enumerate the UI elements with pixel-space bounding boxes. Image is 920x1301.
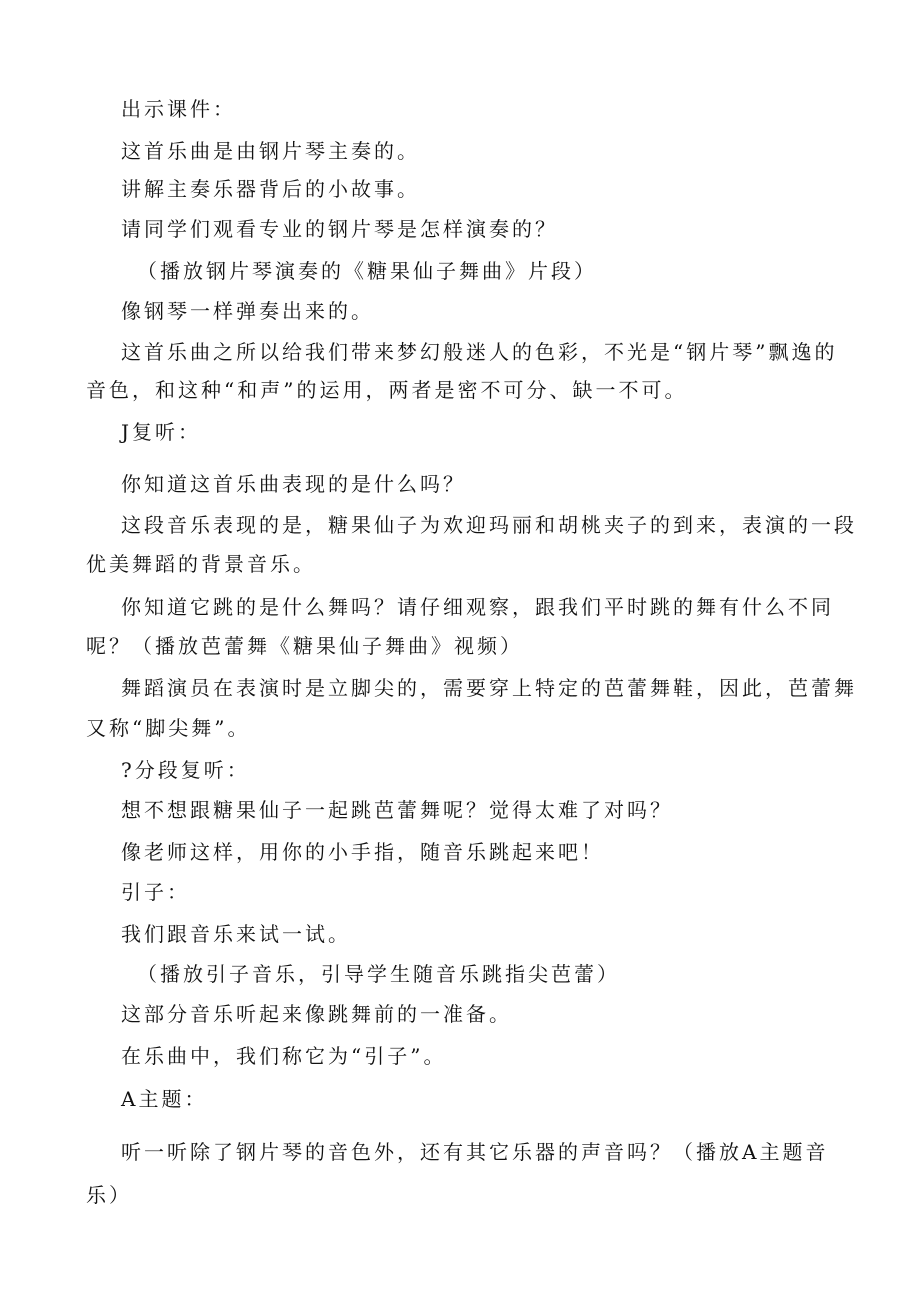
text-line-19: 像老师这样，用你的小手指，随音乐跳起来吧！ (121, 840, 604, 864)
text-line-6: 像钢琴一样弹奏出来的。 (121, 299, 374, 323)
text-line-15: 舞蹈演员在表演时是立脚尖的，需要穿上特定的芭蕾舞鞋，因此，芭蕾舞 (121, 676, 857, 700)
text-line-13: 你知道它跳的是什么舞吗？请仔细观察，跟我们平时跳的舞有什么不同 (121, 595, 834, 619)
text-line-25: A主题： (121, 1087, 208, 1111)
text-line-1: 出示课件： (121, 97, 236, 121)
text-line-22: （播放引子音乐，引导学生随音乐跳指尖芭蕾） (137, 962, 620, 986)
text-line-2: 这首乐曲是由钢片琴主奏的。 (121, 139, 420, 163)
text-line-3: 讲解主奏乐器背后的小故事。 (121, 177, 420, 201)
text-line-24: 在乐曲中，我们称它为“引子”。 (121, 1044, 447, 1068)
text-line-9: J复听： (121, 420, 202, 444)
text-line-26: 听一听除了钢片琴的音色外，还有其它乐器的声音吗？（播放A主题音 (121, 1140, 829, 1164)
text-line-21: 我们跟音乐来试一试。 (121, 922, 351, 946)
text-line-11: 这段音乐表现的是，糖果仙子为欢迎玛丽和胡桃夹子的到来，表演的一段 (121, 513, 857, 537)
text-line-20: 引子： (121, 880, 190, 904)
text-line-18: 想不想跟糖果仙子一起跳芭蕾舞呢？觉得太难了对吗？ (121, 798, 673, 822)
text-line-14: 呢？（播放芭蕾舞《糖果仙子舞曲》视频） (86, 634, 523, 658)
text-line-17: ?分段复听： (121, 758, 250, 782)
text-line-5: （播放钢片琴演奏的《糖果仙子舞曲》片段） (137, 259, 597, 283)
text-line-10: 你知道这首乐曲表现的是什么吗？ (121, 472, 466, 496)
text-line-16: 又称“脚尖舞”。 (86, 716, 251, 740)
text-line-8: 音色，和这种“和声”的运用，两者是密不可分、缺一不可。 (86, 378, 688, 402)
text-line-7: 这首乐曲之所以给我们带来梦幻般迷人的色彩，不光是“钢片琴”飘逸的 (121, 340, 838, 364)
text-line-23: 这部分音乐听起来像跳舞前的一准备。 (121, 1002, 512, 1026)
text-line-27: 乐） (86, 1183, 132, 1207)
text-line-12: 优美舞蹈的背景音乐。 (86, 552, 316, 576)
text-line-4: 请同学们观看专业的钢片琴是怎样演奏的？ (121, 217, 558, 241)
